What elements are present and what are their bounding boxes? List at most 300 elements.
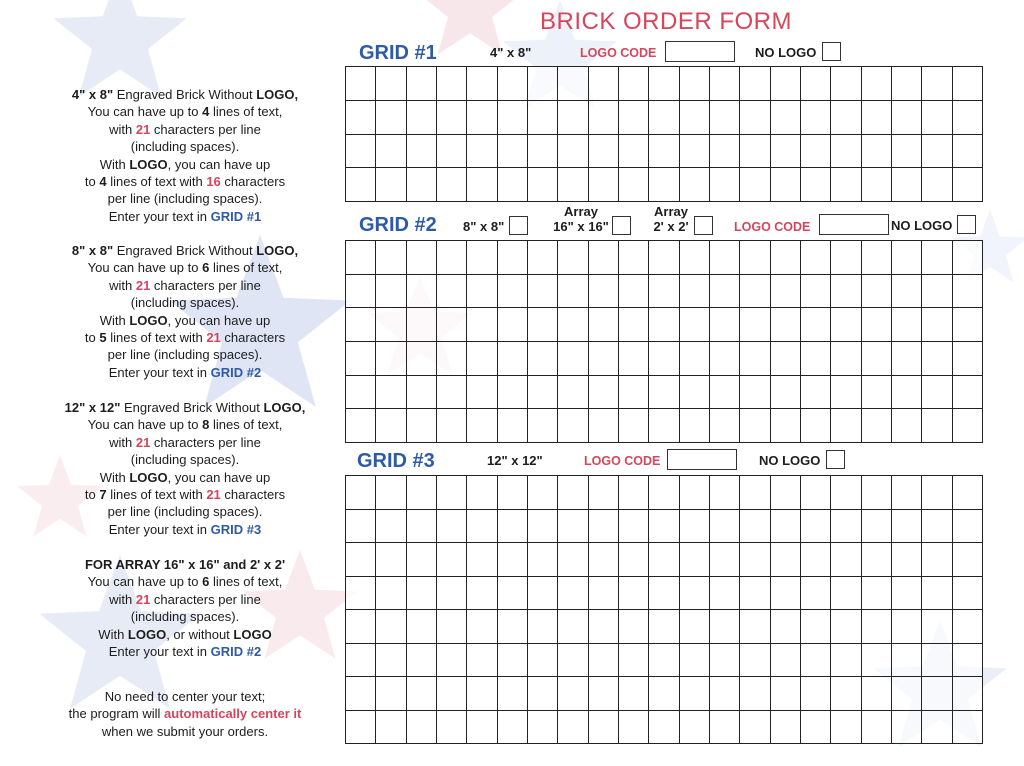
- grid-cell[interactable]: [892, 711, 922, 745]
- grid-cell[interactable]: [680, 101, 710, 135]
- grid-cell[interactable]: [528, 241, 558, 275]
- grid-cell[interactable]: [619, 241, 649, 275]
- grid-cell[interactable]: [680, 677, 710, 711]
- grid-1[interactable]: [345, 66, 983, 202]
- grid-cell[interactable]: [407, 711, 437, 745]
- grid-cell[interactable]: [953, 476, 983, 510]
- grid-cell[interactable]: [649, 610, 679, 644]
- grid-cell[interactable]: [953, 67, 983, 101]
- grid-cell[interactable]: [346, 644, 376, 678]
- grid-2-no-logo-checkbox[interactable]: [957, 215, 976, 234]
- grid-cell[interactable]: [953, 135, 983, 169]
- grid-cell[interactable]: [528, 409, 558, 443]
- grid-3-logo-code-input[interactable]: [667, 449, 737, 470]
- grid-cell[interactable]: [558, 644, 588, 678]
- grid-cell[interactable]: [619, 677, 649, 711]
- grid-cell[interactable]: [831, 168, 861, 202]
- grid-cell[interactable]: [801, 610, 831, 644]
- grid-cell[interactable]: [528, 67, 558, 101]
- grid-cell[interactable]: [740, 677, 770, 711]
- grid-cell[interactable]: [498, 67, 528, 101]
- grid-cell[interactable]: [831, 101, 861, 135]
- grid-cell[interactable]: [831, 677, 861, 711]
- grid-cell[interactable]: [407, 168, 437, 202]
- grid-cell[interactable]: [922, 376, 952, 410]
- grid-cell[interactable]: [892, 577, 922, 611]
- grid-cell[interactable]: [619, 711, 649, 745]
- grid-1-logo-code-input[interactable]: [665, 41, 735, 62]
- grid-cell[interactable]: [649, 644, 679, 678]
- grid-cell[interactable]: [589, 610, 619, 644]
- grid-cell[interactable]: [831, 711, 861, 745]
- grid-cell[interactable]: [649, 275, 679, 309]
- grid-cell[interactable]: [862, 644, 892, 678]
- grid-cell[interactable]: [467, 308, 497, 342]
- grid-cell[interactable]: [407, 644, 437, 678]
- grid-cell[interactable]: [771, 543, 801, 577]
- grid-cell[interactable]: [922, 342, 952, 376]
- grid-cell[interactable]: [771, 101, 801, 135]
- grid-cell[interactable]: [619, 342, 649, 376]
- grid-cell[interactable]: [771, 67, 801, 101]
- grid-cell[interactable]: [467, 101, 497, 135]
- grid-cell[interactable]: [862, 135, 892, 169]
- grid-cell[interactable]: [710, 409, 740, 443]
- grid-cell[interactable]: [922, 510, 952, 544]
- grid-cell[interactable]: [528, 476, 558, 510]
- grid-cell[interactable]: [680, 168, 710, 202]
- grid-cell[interactable]: [376, 376, 406, 410]
- grid-cell[interactable]: [831, 476, 861, 510]
- grid-cell[interactable]: [710, 476, 740, 510]
- grid-cell[interactable]: [437, 241, 467, 275]
- grid-cell[interactable]: [831, 543, 861, 577]
- grid-cell[interactable]: [680, 644, 710, 678]
- grid-cell[interactable]: [831, 409, 861, 443]
- grid-cell[interactable]: [558, 677, 588, 711]
- grid-cell[interactable]: [498, 543, 528, 577]
- grid-cell[interactable]: [953, 644, 983, 678]
- grid-cell[interactable]: [892, 241, 922, 275]
- grid-cell[interactable]: [407, 409, 437, 443]
- grid-cell[interactable]: [589, 711, 619, 745]
- grid-cell[interactable]: [558, 101, 588, 135]
- grid-cell[interactable]: [498, 510, 528, 544]
- grid-cell[interactable]: [619, 510, 649, 544]
- grid-cell[interactable]: [953, 677, 983, 711]
- grid-cell[interactable]: [649, 577, 679, 611]
- grid-cell[interactable]: [771, 342, 801, 376]
- grid-cell[interactable]: [680, 342, 710, 376]
- grid-cell[interactable]: [831, 644, 861, 678]
- grid-cell[interactable]: [862, 275, 892, 309]
- grid-cell[interactable]: [710, 577, 740, 611]
- grid-cell[interactable]: [862, 476, 892, 510]
- grid-cell[interactable]: [498, 101, 528, 135]
- grid-cell[interactable]: [771, 677, 801, 711]
- grid-cell[interactable]: [589, 241, 619, 275]
- grid-cell[interactable]: [589, 101, 619, 135]
- grid-cell[interactable]: [922, 711, 952, 745]
- grid-cell[interactable]: [407, 101, 437, 135]
- grid-cell[interactable]: [558, 342, 588, 376]
- grid-cell[interactable]: [771, 644, 801, 678]
- grid-cell[interactable]: [528, 610, 558, 644]
- grid-cell[interactable]: [589, 308, 619, 342]
- grid-cell[interactable]: [771, 409, 801, 443]
- grid-cell[interactable]: [437, 409, 467, 443]
- grid-cell[interactable]: [558, 275, 588, 309]
- grid-cell[interactable]: [407, 275, 437, 309]
- grid-cell[interactable]: [376, 409, 406, 443]
- grid-cell[interactable]: [619, 476, 649, 510]
- grid-cell[interactable]: [953, 101, 983, 135]
- grid-cell[interactable]: [589, 510, 619, 544]
- grid-cell[interactable]: [407, 476, 437, 510]
- grid-cell[interactable]: [376, 476, 406, 510]
- grid-cell[interactable]: [437, 135, 467, 169]
- grid-cell[interactable]: [862, 610, 892, 644]
- grid-cell[interactable]: [498, 644, 528, 678]
- grid-cell[interactable]: [467, 610, 497, 644]
- grid-cell[interactable]: [437, 275, 467, 309]
- grid-cell[interactable]: [831, 241, 861, 275]
- grid-cell[interactable]: [953, 543, 983, 577]
- grid-cell[interactable]: [801, 644, 831, 678]
- grid-cell[interactable]: [892, 543, 922, 577]
- grid-cell[interactable]: [892, 275, 922, 309]
- grid-cell[interactable]: [710, 168, 740, 202]
- grid-cell[interactable]: [558, 543, 588, 577]
- grid-cell[interactable]: [407, 610, 437, 644]
- grid-cell[interactable]: [346, 241, 376, 275]
- grid-cell[interactable]: [558, 409, 588, 443]
- grid-cell[interactable]: [407, 510, 437, 544]
- grid-cell[interactable]: [407, 543, 437, 577]
- grid-3-no-logo-checkbox[interactable]: [826, 450, 845, 469]
- grid-cell[interactable]: [589, 342, 619, 376]
- grid-cell[interactable]: [498, 376, 528, 410]
- grid-cell[interactable]: [953, 308, 983, 342]
- grid-cell[interactable]: [498, 241, 528, 275]
- grid-cell[interactable]: [710, 308, 740, 342]
- grid-cell[interactable]: [771, 577, 801, 611]
- grid-cell[interactable]: [589, 644, 619, 678]
- grid-cell[interactable]: [498, 711, 528, 745]
- grid-cell[interactable]: [801, 510, 831, 544]
- grid-cell[interactable]: [467, 275, 497, 309]
- grid-cell[interactable]: [558, 308, 588, 342]
- grid-cell[interactable]: [740, 476, 770, 510]
- grid-cell[interactable]: [528, 577, 558, 611]
- grid-cell[interactable]: [589, 135, 619, 169]
- grid-cell[interactable]: [528, 275, 558, 309]
- grid-cell[interactable]: [589, 67, 619, 101]
- grid-cell[interactable]: [710, 543, 740, 577]
- grid-cell[interactable]: [649, 168, 679, 202]
- grid-cell[interactable]: [862, 101, 892, 135]
- grid-cell[interactable]: [346, 409, 376, 443]
- grid-cell[interactable]: [740, 376, 770, 410]
- grid-cell[interactable]: [498, 476, 528, 510]
- grid-cell[interactable]: [801, 409, 831, 443]
- grid-cell[interactable]: [498, 409, 528, 443]
- grid-cell[interactable]: [710, 376, 740, 410]
- grid-cell[interactable]: [680, 275, 710, 309]
- grid-cell[interactable]: [740, 241, 770, 275]
- grid-cell[interactable]: [467, 376, 497, 410]
- grid-cell[interactable]: [619, 577, 649, 611]
- grid-cell[interactable]: [892, 476, 922, 510]
- grid-cell[interactable]: [801, 275, 831, 309]
- grid-cell[interactable]: [558, 711, 588, 745]
- grid-cell[interactable]: [680, 135, 710, 169]
- grid-cell[interactable]: [801, 168, 831, 202]
- grid-cell[interactable]: [922, 308, 952, 342]
- grid-cell[interactable]: [740, 67, 770, 101]
- grid-cell[interactable]: [862, 677, 892, 711]
- grid-cell[interactable]: [346, 577, 376, 611]
- grid-cell[interactable]: [467, 510, 497, 544]
- grid-cell[interactable]: [467, 644, 497, 678]
- grid-cell[interactable]: [528, 342, 558, 376]
- grid-cell[interactable]: [498, 577, 528, 611]
- grid-cell[interactable]: [740, 510, 770, 544]
- grid-cell[interactable]: [922, 409, 952, 443]
- grid-cell[interactable]: [922, 241, 952, 275]
- grid-cell[interactable]: [346, 376, 376, 410]
- grid-cell[interactable]: [437, 308, 467, 342]
- grid-cell[interactable]: [649, 308, 679, 342]
- grid-cell[interactable]: [862, 543, 892, 577]
- grid-1-no-logo-checkbox[interactable]: [822, 42, 841, 61]
- grid-cell[interactable]: [771, 308, 801, 342]
- array-16-checkbox[interactable]: [612, 216, 631, 235]
- grid-cell[interactable]: [649, 409, 679, 443]
- grid-cell[interactable]: [467, 241, 497, 275]
- grid-cell[interactable]: [922, 543, 952, 577]
- grid-cell[interactable]: [649, 342, 679, 376]
- grid-cell[interactable]: [589, 577, 619, 611]
- grid-cell[interactable]: [771, 275, 801, 309]
- grid-cell[interactable]: [801, 241, 831, 275]
- grid-cell[interactable]: [801, 67, 831, 101]
- grid-cell[interactable]: [710, 342, 740, 376]
- grid-cell[interactable]: [740, 135, 770, 169]
- grid-cell[interactable]: [498, 677, 528, 711]
- grid-cell[interactable]: [589, 677, 619, 711]
- grid-cell[interactable]: [862, 510, 892, 544]
- grid-cell[interactable]: [710, 610, 740, 644]
- grid-cell[interactable]: [619, 644, 649, 678]
- grid-cell[interactable]: [740, 308, 770, 342]
- grid-cell[interactable]: [528, 510, 558, 544]
- grid-cell[interactable]: [710, 677, 740, 711]
- grid-cell[interactable]: [892, 308, 922, 342]
- grid-cell[interactable]: [528, 711, 558, 745]
- grid-cell[interactable]: [801, 342, 831, 376]
- grid-cell[interactable]: [467, 168, 497, 202]
- grid-cell[interactable]: [558, 610, 588, 644]
- grid-cell[interactable]: [801, 677, 831, 711]
- grid-cell[interactable]: [740, 168, 770, 202]
- grid-cell[interactable]: [892, 168, 922, 202]
- grid-cell[interactable]: [407, 241, 437, 275]
- grid-cell[interactable]: [680, 510, 710, 544]
- grid-cell[interactable]: [740, 101, 770, 135]
- grid-cell[interactable]: [710, 101, 740, 135]
- grid-cell[interactable]: [922, 101, 952, 135]
- grid-cell[interactable]: [680, 376, 710, 410]
- grid-cell[interactable]: [862, 577, 892, 611]
- grid-cell[interactable]: [680, 610, 710, 644]
- grid-cell[interactable]: [619, 543, 649, 577]
- grid-cell[interactable]: [589, 275, 619, 309]
- grid-cell[interactable]: [558, 67, 588, 101]
- grid-cell[interactable]: [498, 342, 528, 376]
- grid-cell[interactable]: [953, 711, 983, 745]
- grid-cell[interactable]: [346, 67, 376, 101]
- grid-cell[interactable]: [801, 101, 831, 135]
- grid-cell[interactable]: [922, 476, 952, 510]
- grid-cell[interactable]: [376, 711, 406, 745]
- grid-cell[interactable]: [801, 308, 831, 342]
- grid-cell[interactable]: [862, 409, 892, 443]
- grid-cell[interactable]: [831, 135, 861, 169]
- grid-cell[interactable]: [407, 67, 437, 101]
- grid-cell[interactable]: [407, 577, 437, 611]
- grid-cell[interactable]: [922, 168, 952, 202]
- grid-cell[interactable]: [467, 409, 497, 443]
- grid-cell[interactable]: [740, 342, 770, 376]
- grid-2-size-checkbox[interactable]: [509, 216, 528, 235]
- grid-cell[interactable]: [862, 308, 892, 342]
- grid-cell[interactable]: [376, 67, 406, 101]
- grid-cell[interactable]: [346, 677, 376, 711]
- grid-cell[interactable]: [467, 711, 497, 745]
- grid-cell[interactable]: [346, 135, 376, 169]
- grid-cell[interactable]: [922, 677, 952, 711]
- grid-cell[interactable]: [346, 476, 376, 510]
- grid-cell[interactable]: [346, 510, 376, 544]
- grid-cell[interactable]: [467, 342, 497, 376]
- grid-cell[interactable]: [376, 543, 406, 577]
- grid-cell[interactable]: [619, 409, 649, 443]
- grid-cell[interactable]: [407, 677, 437, 711]
- grid-cell[interactable]: [710, 135, 740, 169]
- grid-cell[interactable]: [801, 577, 831, 611]
- grid-cell[interactable]: [680, 711, 710, 745]
- grid-cell[interactable]: [619, 308, 649, 342]
- grid-cell[interactable]: [467, 135, 497, 169]
- grid-cell[interactable]: [346, 610, 376, 644]
- grid-cell[interactable]: [376, 101, 406, 135]
- grid-cell[interactable]: [558, 168, 588, 202]
- grid-cell[interactable]: [619, 275, 649, 309]
- grid-cell[interactable]: [680, 543, 710, 577]
- grid-cell[interactable]: [710, 67, 740, 101]
- grid-cell[interactable]: [892, 67, 922, 101]
- grid-cell[interactable]: [498, 308, 528, 342]
- grid-cell[interactable]: [892, 644, 922, 678]
- array-2x2-checkbox[interactable]: [694, 216, 713, 235]
- grid-cell[interactable]: [437, 711, 467, 745]
- grid-cell[interactable]: [589, 376, 619, 410]
- grid-cell[interactable]: [589, 476, 619, 510]
- grid-cell[interactable]: [680, 67, 710, 101]
- grid-cell[interactable]: [376, 275, 406, 309]
- grid-cell[interactable]: [862, 342, 892, 376]
- grid-cell[interactable]: [680, 241, 710, 275]
- grid-cell[interactable]: [953, 168, 983, 202]
- grid-cell[interactable]: [376, 610, 406, 644]
- grid-cell[interactable]: [437, 342, 467, 376]
- grid-cell[interactable]: [953, 342, 983, 376]
- grid-cell[interactable]: [528, 135, 558, 169]
- grid-cell[interactable]: [649, 241, 679, 275]
- grid-cell[interactable]: [619, 376, 649, 410]
- grid-cell[interactable]: [649, 67, 679, 101]
- grid-cell[interactable]: [346, 342, 376, 376]
- grid-cell[interactable]: [892, 376, 922, 410]
- grid-cell[interactable]: [680, 409, 710, 443]
- grid-cell[interactable]: [801, 135, 831, 169]
- grid-cell[interactable]: [771, 510, 801, 544]
- grid-cell[interactable]: [740, 409, 770, 443]
- grid-cell[interactable]: [922, 275, 952, 309]
- grid-cell[interactable]: [376, 135, 406, 169]
- grid-cell[interactable]: [892, 101, 922, 135]
- grid-cell[interactable]: [953, 241, 983, 275]
- grid-cell[interactable]: [892, 610, 922, 644]
- grid-cell[interactable]: [649, 101, 679, 135]
- grid-cell[interactable]: [892, 342, 922, 376]
- grid-cell[interactable]: [740, 610, 770, 644]
- grid-cell[interactable]: [953, 409, 983, 443]
- grid-cell[interactable]: [437, 101, 467, 135]
- grid-cell[interactable]: [346, 275, 376, 309]
- grid-cell[interactable]: [771, 610, 801, 644]
- grid-cell[interactable]: [862, 376, 892, 410]
- grid-cell[interactable]: [528, 308, 558, 342]
- grid-cell[interactable]: [771, 241, 801, 275]
- grid-cell[interactable]: [528, 168, 558, 202]
- grid-cell[interactable]: [953, 610, 983, 644]
- grid-cell[interactable]: [437, 476, 467, 510]
- grid-3[interactable]: [345, 475, 983, 744]
- grid-cell[interactable]: [619, 610, 649, 644]
- grid-cell[interactable]: [376, 168, 406, 202]
- grid-cell[interactable]: [710, 711, 740, 745]
- grid-cell[interactable]: [528, 677, 558, 711]
- grid-cell[interactable]: [528, 543, 558, 577]
- grid-cell[interactable]: [407, 135, 437, 169]
- grid-cell[interactable]: [619, 101, 649, 135]
- grid-cell[interactable]: [831, 610, 861, 644]
- grid-cell[interactable]: [437, 543, 467, 577]
- grid-cell[interactable]: [680, 577, 710, 611]
- grid-cell[interactable]: [953, 577, 983, 611]
- grid-cell[interactable]: [892, 510, 922, 544]
- grid-cell[interactable]: [922, 577, 952, 611]
- grid-cell[interactable]: [528, 644, 558, 678]
- grid-cell[interactable]: [649, 510, 679, 544]
- grid-cell[interactable]: [528, 101, 558, 135]
- grid-cell[interactable]: [346, 543, 376, 577]
- grid-cell[interactable]: [376, 241, 406, 275]
- grid-cell[interactable]: [801, 543, 831, 577]
- grid-cell[interactable]: [740, 577, 770, 611]
